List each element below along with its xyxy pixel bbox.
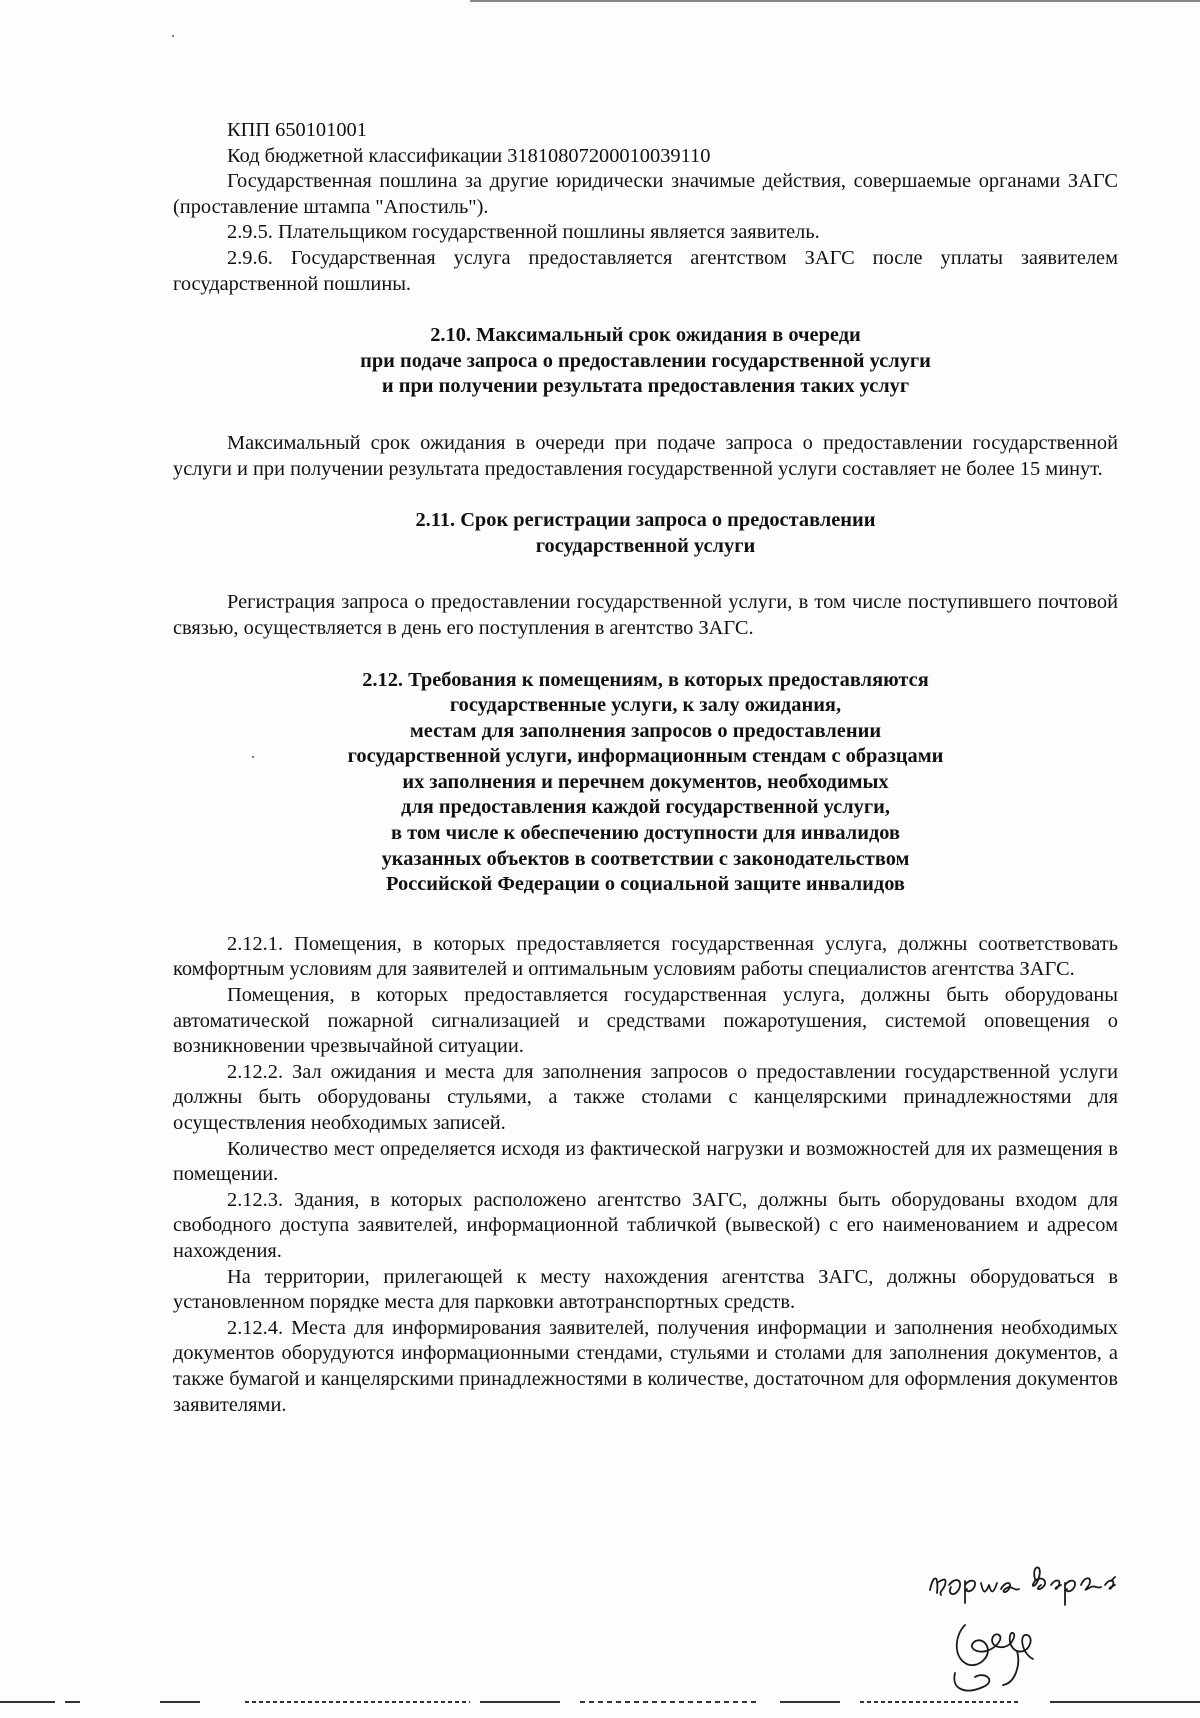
heading-line: для предоставления каждой государственной услуги, [401,796,890,819]
paragraph-2-12-3: 2.12.3. Здания, в которых расположено агентство ЗАГС, должны быть оборудованы входом для свободного доступа заявителей, информационной табличкой (вывеской) с его наименованием и адресом нахождения. [173,1188,1118,1262]
scan-speck [172,35,174,37]
paragraph-seat-count: Количество мест определяется исходя из фактической нагрузки и возможностей для их размещения в помещении. [173,1137,1118,1186]
paragraph-premises-equipment: Помещения, в которых предоставляется государственная услуга, должны быть оборудованы автоматической пожарной сигнализацией и средствами пожаротушения, системой оповещения о возникновении чрезвычайной ситуации. [173,984,1118,1058]
paragraph-2-12-4: 2.12.4. Места для информирования заявителей, получения информации и заполнения необходимых документов оборудуются информационными стендами, стульями и столами для заполнения документов, а также бумагой и канцелярскими принадлежностями в количестве, достаточном для оформления документов заявителями. [173,1316,1118,1416]
paragraph-2-12-1: 2.12.1. Помещения, в которых предоставляется государственная услуга, должны соответствовать комфортным условиям для заявителей и оптимальным условиям работы специалистов агентства ЗАГС. [173,932,1118,981]
heading-line: их заполнения и перечнем документов, необходимых [402,770,889,793]
paragraph-2-9-5: 2.9.5. Плательщиком государственной пошлины является заявитель. [227,221,820,244]
paragraph-2-9-6: 2.9.6. Государственная услуга предоставляется агентством ЗАГС после уплаты заявителем государственной пошлины. [173,246,1118,295]
heading-line: указанных объектов в соответствии с законодательством [381,847,910,870]
fee-description: Государственная пошлина за другие юридически значимые действия, совершаемые органами ЗАГС (проставление штампа "Апостиль"). [173,170,1118,218]
heading-line: 2.11. Срок регистрации запроса о предоставлении [415,509,876,532]
section-heading-2-12 [173,668,1118,898]
heading-line: Российской Федерации о социальной защите инвалидов [386,873,905,896]
section-2-10-body: Максимальный срок ожидания в очереди при подаче запроса о предоставлении государственной услуги и при получении результата предоставления государственной услуги составляет не более 15 минут. [173,431,1118,480]
heading-line: и при получении результата предоставления таких услуг [381,375,910,398]
document-body [173,118,1118,1418]
heading-line: 2.10. Максимальный срок ожидания в очереди [430,324,861,347]
heading-line: в том числе к обеспечению доступности для инвалидов [391,822,900,845]
heading-line: государственной услуги, информационным стендам с образцами [347,745,944,768]
section-heading-2-10 [173,323,1118,400]
handwritten-certification-signature [925,1555,1125,1705]
heading-line: при подаче запроса о предоставлении государственной услуги [360,349,931,372]
kbk-line: Код бюджетной классификации 31810807200010039110 [227,144,711,167]
paragraph-parking: На территории, прилегающей к месту нахождения агентства ЗАГС, должны оборудоваться в установленном порядке места для парковки автотранспортных средств. [173,1265,1118,1314]
kpp-line: КПП 650101001 [227,119,367,141]
heading-line: государственные услуги, к залу ожидания, [449,694,842,717]
heading-line: 2.12. Требования к помещениям, в которых предоставляются [362,668,929,691]
heading-line: государственной услуги [535,534,756,557]
scan-edge-line [470,0,1200,2]
heading-line: местам для заполнения запросов о предоставлении [409,719,882,742]
paragraph-2-12-2: 2.12.2. Зал ожидания и места для заполнения запросов о предоставлении государственной услуги должны быть оборудованы стульями, а также столами с канцелярскими принадлежностями для осуществления необходимых записей. [173,1060,1118,1134]
section-heading-2-11 [173,508,1118,559]
section-2-11-body: Регистрация запроса о предоставлении государственной услуги, в том числе поступившего почтовой связью, осуществляется в день его поступления в агентство ЗАГС. [173,591,1118,639]
scan-bottom-edge [0,1700,1200,1704]
